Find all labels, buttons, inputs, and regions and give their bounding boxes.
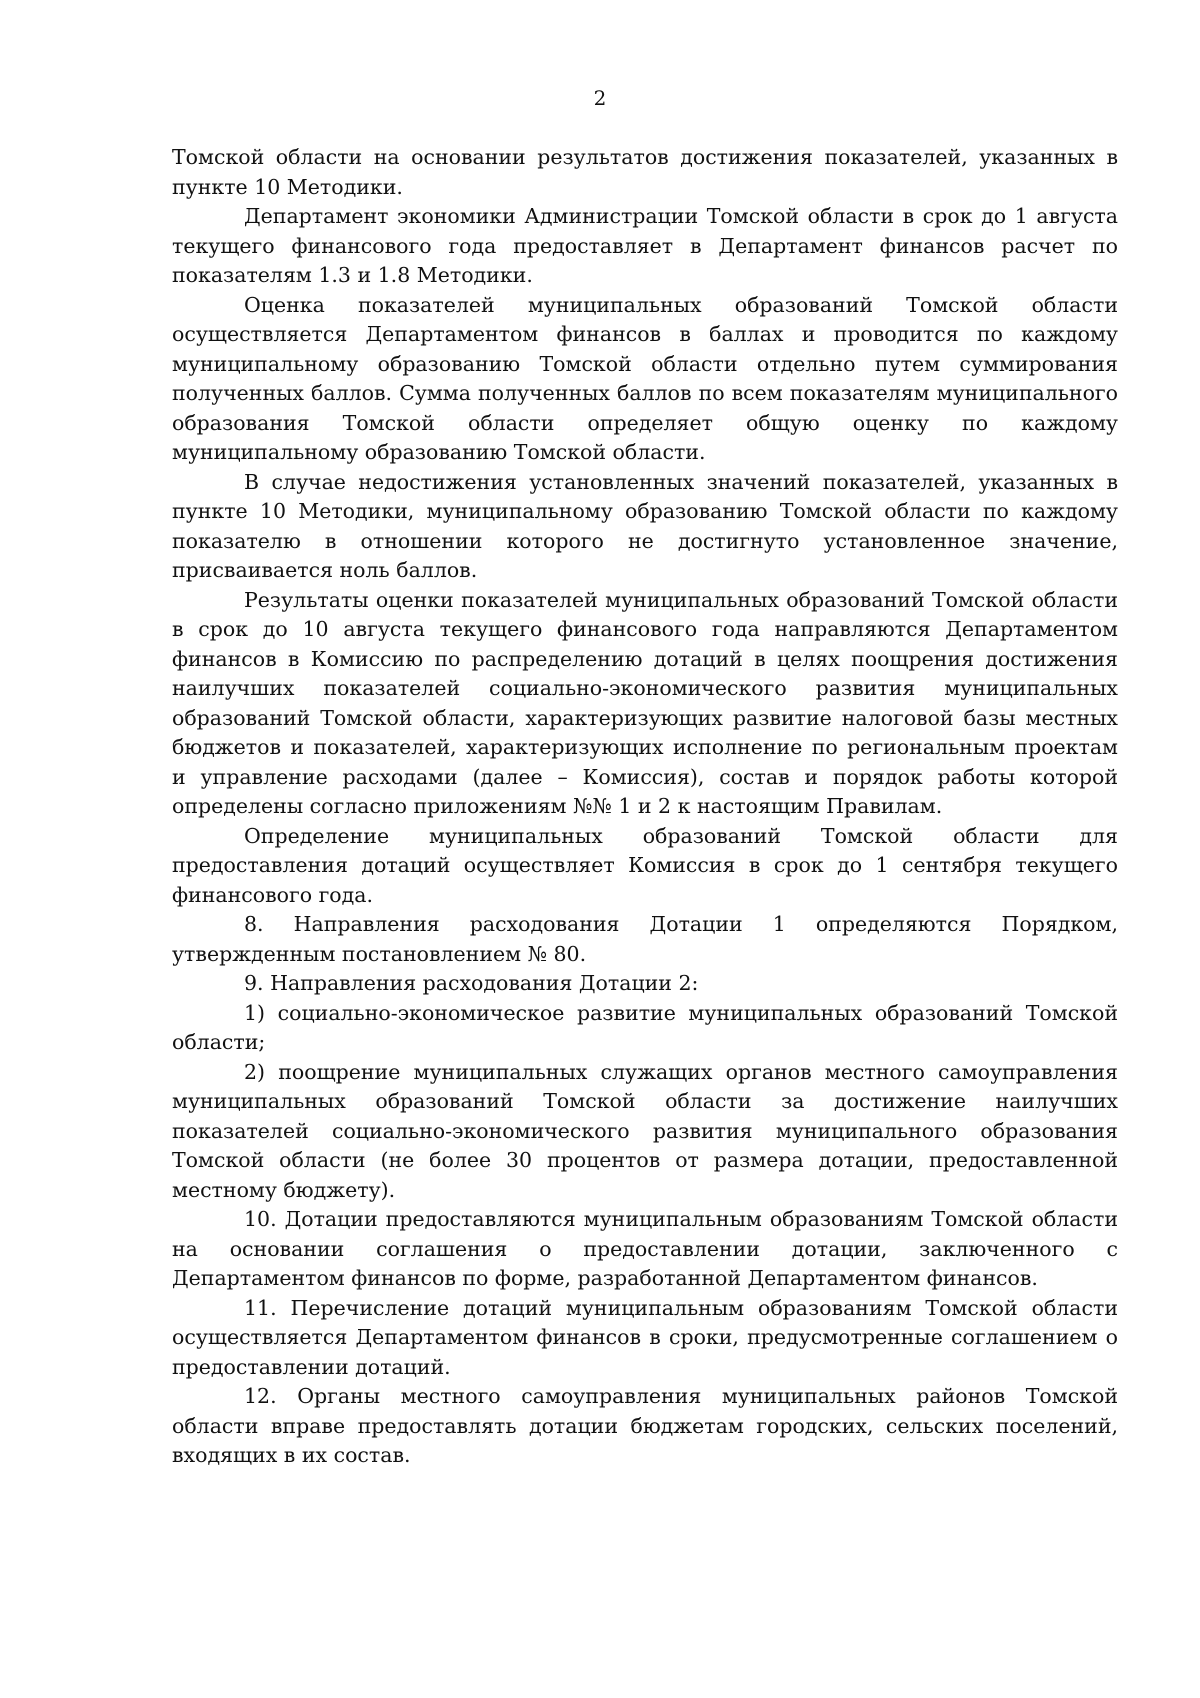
page-number: 2 xyxy=(593,86,607,110)
paragraph-item-10: 10. Дотации предоставляются муниципальным образованиям Томской области на основании соглашения о предоставлении дотации, заключенного с Департаментом финансов по форме, разработанной Департаментом финансов. xyxy=(172,1207,1118,1290)
paragraph-non-achievement: В случае недостижения установленных значений показателей, указанных в пункте 10 Методики, муниципальному образованию Томской области по каждому показателю в отношении которого не достигнуто установленное значение, присваивается ноль баллов. xyxy=(172,469,1118,582)
paragraph-continuation: Томской области на основании результатов достижения показателей, указанных в пункте 10 Методики. xyxy=(172,145,1118,199)
paragraph-department-economics: Департамент экономики Администрации Томской области в срок до 1 августа текущего финансового года предоставляет в Департамент финансов расчет по показателям 1.3 и 1.8 Методики. xyxy=(172,204,1118,287)
paragraph-item-9: 9. Направления расходования Дотации 2: xyxy=(244,971,699,995)
paragraph-item-12: 12. Органы местного самоуправления муниципальных районов Томской области вправе предоставлять дотации бюджетам городских, сельских поселений, входящих в их состав. xyxy=(172,1384,1118,1467)
paragraph-indicator-assessment: Оценка показателей муниципальных образований Томской области осуществляется Департаментом финансов в баллах и проводится по каждому муниципальному образованию Томской области отдельно путем суммирования полученных баллов. Сумма полученных баллов по всем показателям муниципального образования Томской области определяет общую оценку по каждому муниципальному образованию Томской области. xyxy=(172,292,1118,464)
document-body xyxy=(172,143,1118,1471)
paragraph-item-11: 11. Перечисление дотаций муниципальным образованиям Томской области осуществляется Департаментом финансов в сроки, предусмотренные соглашением о предоставлении дотаций. xyxy=(172,1295,1118,1379)
paragraph-item-9-sub-2: 2) поощрение муниципальных служащих органов местного самоуправления муниципальных образований Томской области за достижение наилучших показателей социально-экономического развития муниципального образования Томской области (не более 30 процентов от размера дотации, предоставленной местному бюджету). xyxy=(172,1059,1118,1202)
paragraph-assessment-results: Результаты оценки показателей муниципальных образований Томской области в срок до 10 августа текущего финансового года направляются Департаментом финансов в Комиссию по распределению дотаций в целях поощрения достижения наилучших показателей социально-экономического развития муниципальных образований Томской области, характеризующих развитие налоговой базы местных бюджетов и показателей, характеризующих исполнение по региональным проектам и управление расходами (далее – Комиссия), состав и порядок работы которой определены согласно приложениям №№ 1 и 2 к настоящим Правилам. xyxy=(172,587,1118,818)
paragraph-item-8: 8. Направления расходования Дотации 1 определяются Порядком, утвержденным постановлением № 80. xyxy=(172,912,1118,966)
paragraph-item-9-sub-1: 1) социально-экономическое развитие муниципальных образований Томской области; xyxy=(172,1000,1118,1054)
paragraph-determination: Определение муниципальных образований Томской области для предоставления дотаций осуществляет Комиссия в срок до 1 сентября текущего финансового года. xyxy=(172,823,1118,907)
